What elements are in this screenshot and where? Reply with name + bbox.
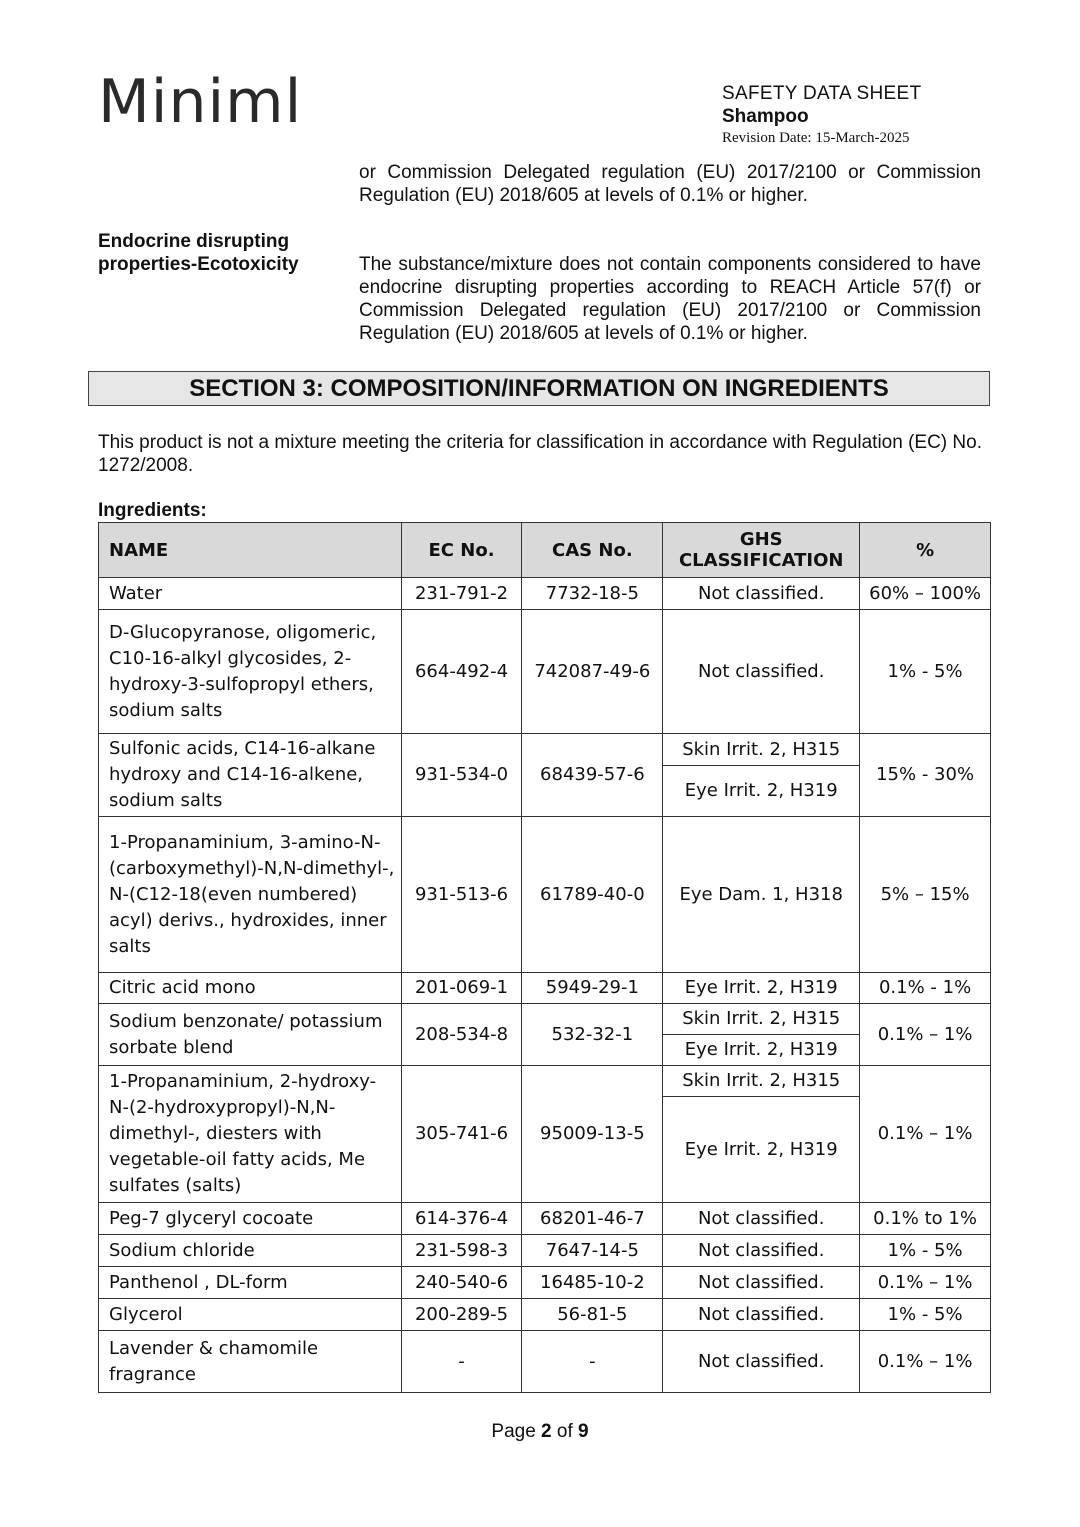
- ingredient-name: Sulfonic acids, C14-16-alkane hydroxy and C14-16-alkene, sodium salts: [99, 734, 402, 817]
- section-3-intro: This product is not a mixture meeting the criteria for classification in accordance with Regulation (EC) No. 1272/2008.: [98, 432, 982, 476]
- table-row: [99, 1235, 991, 1267]
- cas-number: 16485-10-2: [522, 1267, 663, 1299]
- ec-number: 208-534-8: [401, 1004, 522, 1066]
- table-header-row: [99, 523, 991, 578]
- table-row: [99, 1203, 991, 1235]
- endocrine-text: The substance/mixture does not contain components considered to have endocrine disrupting properties according to REACH Article 57(f) or Commission Delegated regulation (EU) 2017/2100 or Commission Regulation (EU) 2018/605 at levels of 0.1% or higher.: [359, 254, 981, 344]
- company-logo: Miniml: [98, 67, 303, 137]
- concentration: 0.1% – 1%: [860, 1004, 991, 1066]
- ingredient-name: Lavender & chamomile fragrance: [99, 1331, 402, 1393]
- cas-number: 68201-46-7: [522, 1203, 663, 1235]
- ingredient-name: Glycerol: [99, 1299, 402, 1331]
- header-ghs-line1: GHS: [739, 529, 783, 550]
- footer-mid: of: [551, 1421, 579, 1442]
- ec-number: -: [401, 1331, 522, 1393]
- ingredient-name: 1-Propanaminium, 3-amino-N-(carboxymethyl)-N,N-dimethyl-, N-(C12-18(even numbered) acyl) derivs., hydroxides, inner salts: [99, 817, 402, 973]
- endocrine-label-line1: Endocrine disrupting: [98, 231, 290, 252]
- ghs-entry: Eye Irrit. 2, H319: [663, 1096, 859, 1202]
- ghs-classification: Not classified.: [663, 578, 860, 610]
- cas-number: -: [522, 1331, 663, 1393]
- concentration: 0.1% – 1%: [860, 1331, 991, 1393]
- ghs-classification: [663, 1004, 860, 1066]
- ingredient-name: Sodium chloride: [99, 1235, 402, 1267]
- ingredient-name: Citric acid mono: [99, 973, 402, 1004]
- table-row: [99, 734, 991, 817]
- concentration: 0.1% – 1%: [860, 1267, 991, 1299]
- ec-number: 201-069-1: [401, 973, 522, 1004]
- ghs-classification: [663, 1066, 860, 1203]
- cas-number: 56-81-5: [522, 1299, 663, 1331]
- ghs-classification: Not classified.: [663, 610, 860, 734]
- document-header: [722, 82, 1022, 148]
- ghs-entry: Skin Irrit. 2, H315: [682, 738, 841, 760]
- ghs-classification: Not classified.: [663, 1235, 860, 1267]
- page-footer: [0, 1421, 1080, 1443]
- ingredient-name: 1-Propanaminium, 2-hydroxy-N-(2-hydroxypropyl)-N,N-dimethyl-, diesters with vegetable-oil fatty acids, Me sulfates (salts): [99, 1066, 402, 1203]
- product-name: Shampoo: [722, 106, 809, 127]
- cas-number: 7647-14-5: [522, 1235, 663, 1267]
- endocrine-label: [98, 230, 348, 276]
- ingredient-name: Panthenol , DL-form: [99, 1267, 402, 1299]
- endocrine-label-line2: properties-Ecotoxicity: [98, 254, 299, 275]
- header-percent: %: [860, 523, 991, 578]
- footer-total-pages: 9: [578, 1421, 589, 1442]
- table-row: [99, 1066, 991, 1203]
- table-row: [99, 817, 991, 973]
- table-row: [99, 1004, 991, 1066]
- concentration: 1% - 5%: [860, 1235, 991, 1267]
- ghs-classification: Not classified.: [663, 1331, 860, 1393]
- concentration: 5% – 15%: [860, 817, 991, 973]
- revision-date: Revision Date: 15-March-2025: [722, 130, 910, 146]
- header-name: NAME: [99, 523, 402, 578]
- table-row: [99, 578, 991, 610]
- ghs-entry: Skin Irrit. 2, H315: [682, 1070, 841, 1091]
- ec-number: 231-791-2: [401, 578, 522, 610]
- cas-number: 5949-29-1: [522, 973, 663, 1004]
- ghs-classification: Eye Irrit. 2, H319: [663, 973, 860, 1004]
- ingredients-table: [98, 522, 991, 1393]
- header-ghs-line2: CLASSIFICATION: [678, 550, 844, 571]
- ingredients-label: Ingredients:: [98, 500, 207, 521]
- ec-number: 240-540-6: [401, 1267, 522, 1299]
- ec-number: 231-598-3: [401, 1235, 522, 1267]
- ec-number: 664-492-4: [401, 610, 522, 734]
- doc-type: SAFETY DATA SHEET: [722, 83, 922, 104]
- table-row: [99, 1299, 991, 1331]
- ingredient-name: D-Glucopyranose, oligomeric, C10-16-alkyl glycosides, 2-hydroxy-3-sulfopropyl ethers, sodium salts: [99, 610, 402, 734]
- concentration: 0.1% – 1%: [860, 1066, 991, 1203]
- footer-current-page: 2: [541, 1421, 552, 1442]
- ghs-classification: Not classified.: [663, 1203, 860, 1235]
- ec-number: 931-534-0: [401, 734, 522, 817]
- ghs-classification: [663, 734, 860, 817]
- ghs-entry: Skin Irrit. 2, H315: [682, 1008, 841, 1029]
- ec-number: 305-741-6: [401, 1066, 522, 1203]
- ec-number: 931-513-6: [401, 817, 522, 973]
- cas-number: 95009-13-5: [522, 1066, 663, 1203]
- continuation-text: or Commission Delegated regulation (EU) 2017/2100 or Commission Regulation (EU) 2018/605 at levels of 0.1% or higher.: [359, 162, 981, 206]
- concentration: 1% - 5%: [860, 610, 991, 734]
- cas-number: 532-32-1: [522, 1004, 663, 1066]
- ec-number: 200-289-5: [401, 1299, 522, 1331]
- ingredient-name: Water: [99, 578, 402, 610]
- concentration: 0.1% to 1%: [860, 1203, 991, 1235]
- ghs-classification: Not classified.: [663, 1299, 860, 1331]
- cas-number: 742087-49-6: [522, 610, 663, 734]
- cas-number: 7732-18-5: [522, 578, 663, 610]
- concentration: 0.1% - 1%: [860, 973, 991, 1004]
- header-ghs: [663, 523, 860, 578]
- table-row: [99, 973, 991, 1004]
- footer-prefix: Page: [491, 1421, 542, 1442]
- header-cas: CAS No.: [522, 523, 663, 578]
- ghs-classification: Eye Dam. 1, H318: [663, 817, 860, 973]
- ec-number: 614-376-4: [401, 1203, 522, 1235]
- concentration: 15% - 30%: [860, 734, 991, 817]
- cas-number: 61789-40-0: [522, 817, 663, 973]
- table-row: [99, 610, 991, 734]
- section-3-heading: SECTION 3: COMPOSITION/INFORMATION ON INGREDIENTS: [88, 371, 990, 406]
- table-row: [99, 1331, 991, 1393]
- ghs-entry: Eye Irrit. 2, H319: [663, 1034, 859, 1065]
- cas-number: 68439-57-6: [522, 734, 663, 817]
- concentration: 60% – 100%: [860, 578, 991, 610]
- ghs-entry: Eye Irrit. 2, H319: [663, 765, 859, 816]
- table-row: [99, 1267, 991, 1299]
- ingredient-name: Sodium benzonate/ potassium sorbate blend: [99, 1004, 402, 1066]
- concentration: 1% - 5%: [860, 1299, 991, 1331]
- header-ec: EC No.: [401, 523, 522, 578]
- ingredient-name: Peg-7 glyceryl cocoate: [99, 1203, 402, 1235]
- ghs-classification: Not classified.: [663, 1267, 860, 1299]
